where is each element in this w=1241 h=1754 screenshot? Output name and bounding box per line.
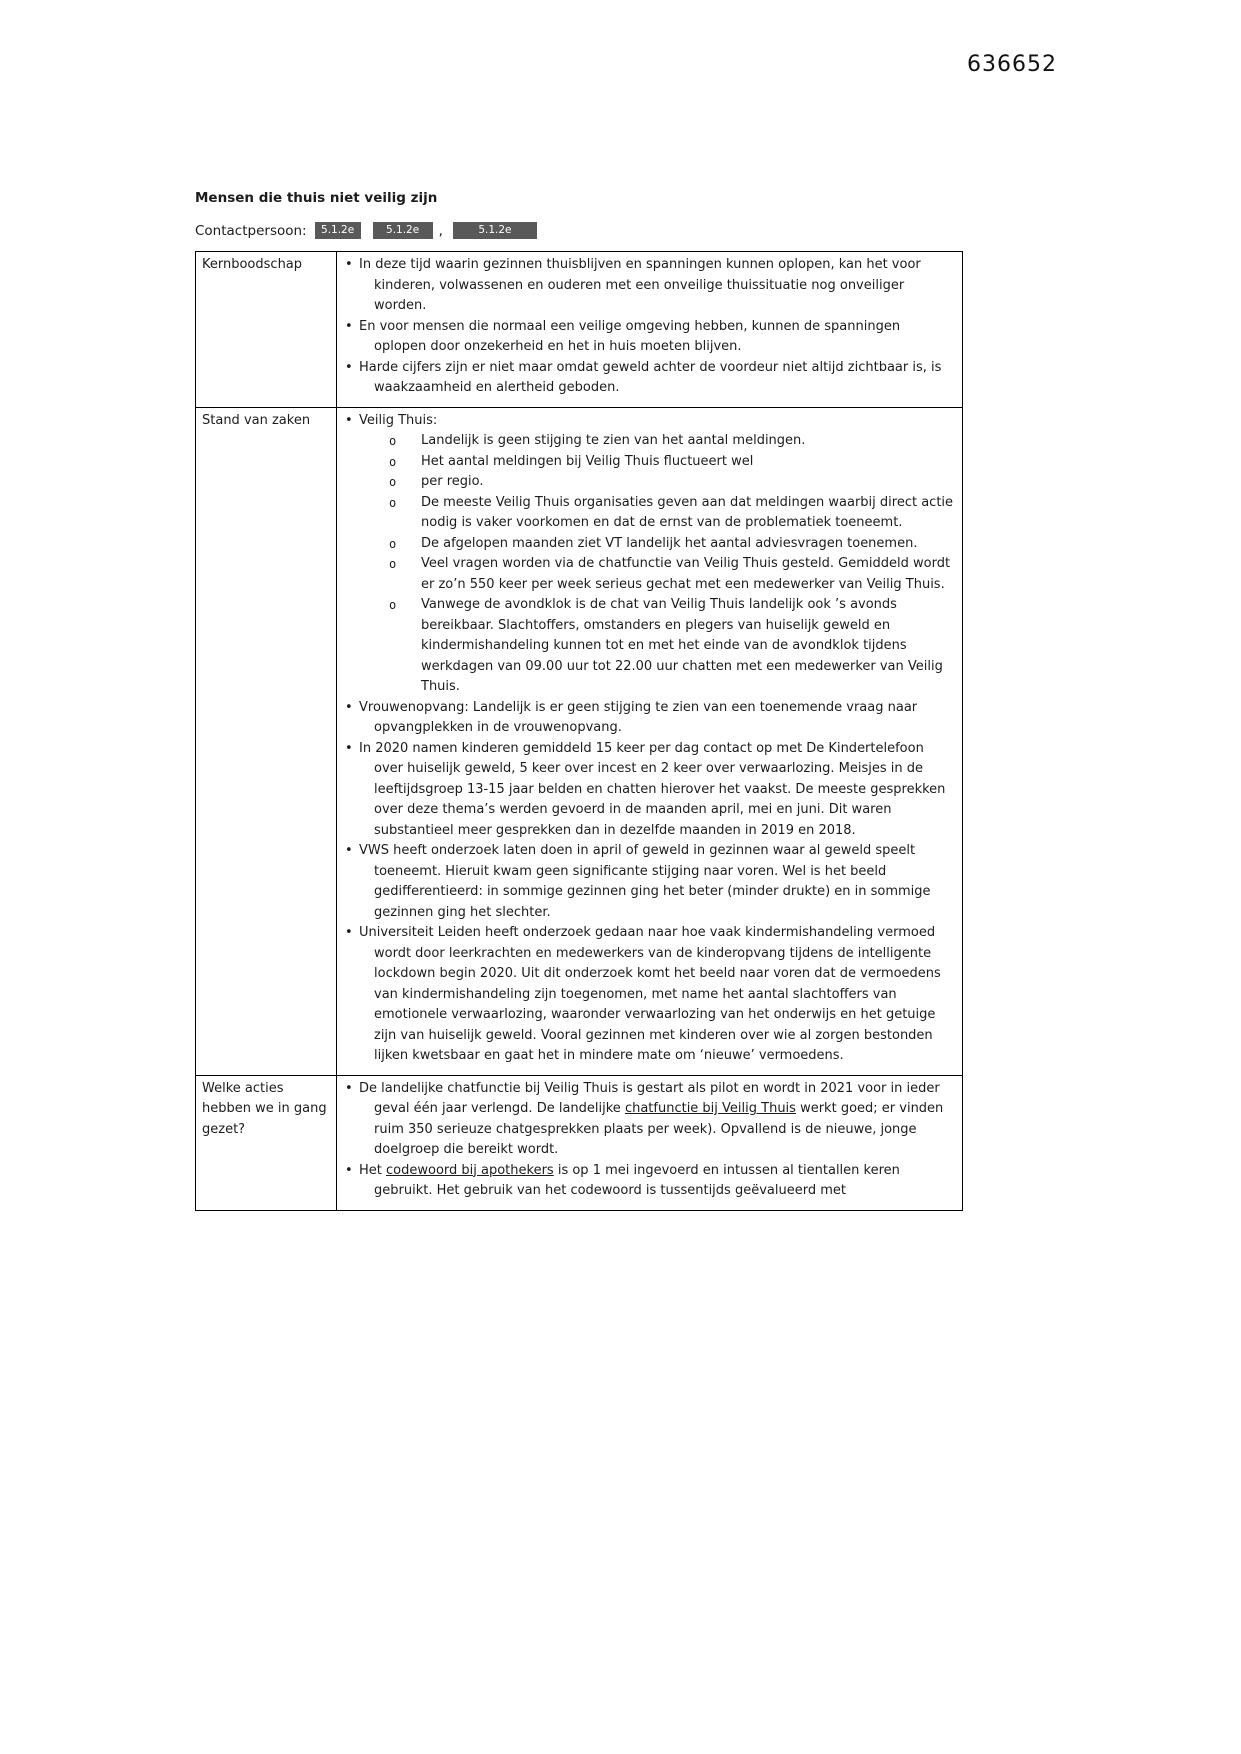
bullet-marker: •	[345, 359, 353, 375]
row-content-cell	[337, 1075, 963, 1210]
document-number: 636652	[967, 52, 1057, 77]
bullet-text	[421, 472, 954, 493]
bullet-text	[359, 358, 954, 399]
table-row-welke-acties	[196, 1075, 963, 1210]
sub-bullet-item	[385, 493, 954, 534]
bullet-text	[359, 923, 954, 1067]
bullet-marker: •	[345, 925, 353, 940]
redaction-box: 5.1.2e	[453, 222, 537, 239]
text-segment: En voor mensen die normaal een veilige omgeving hebben, kunnen de spanningen oplopen door onzekerheid en het in huis moeten blijven.	[359, 318, 901, 354]
contact-line	[195, 222, 963, 239]
bullet-text	[359, 739, 954, 842]
text-segment: Harde cijfers zijn er niet maar omdat geweld achter de voordeur niet altijd zichtbaar is, is waakzaamheid en alertheid geboden.	[359, 359, 942, 395]
bullet-marker: •	[345, 699, 353, 715]
bullet-marker: •	[345, 318, 353, 334]
bullet-marker: •	[345, 1080, 353, 1096]
text-segment: Vanwege de avondklok is de chat van Veilig Thuis landelijk ook ’s avonds bereikbaar. Slachtoffers, omstanders en plegers van huiselijk geweld en kindermishandeling kunnen tot en met het einde van de avondklok tijdens werkdagen van 09.00 uur tot 22.00 uur chatten met een medewerker van Veilig Thuis.	[421, 597, 943, 694]
bullet-text	[421, 431, 954, 452]
row-header-label: Stand van zaken	[196, 407, 337, 1075]
sub-bullet-item	[385, 472, 954, 493]
bullet-item	[343, 923, 954, 1067]
table-row-stand-van-zaken	[196, 407, 963, 1075]
text-segment: De landelijke chatfunctie bij Veilig Thuis is gestart als pilot en wordt in 2021 voor in ieder geval één jaar verlengd. De landelijke	[359, 1080, 940, 1116]
bullet-text	[421, 452, 954, 473]
redaction-separator: ,	[438, 222, 443, 239]
info-table	[195, 251, 963, 1211]
contact-label: Contactpersoon:	[195, 222, 307, 239]
bullet-item	[343, 1079, 954, 1161]
sub-bullet-item	[385, 431, 954, 452]
bullet-text	[359, 841, 954, 923]
bullet-item	[343, 255, 954, 317]
bullet-item	[343, 698, 954, 739]
circle-bullet-marker: o	[389, 454, 397, 469]
bullet-item	[343, 358, 954, 399]
text-segment: De meeste Veilig Thuis organisaties geven aan dat meldingen waarbij direct actie nodig is vaker voorkomen en dat de ernst van de problematiek toeneemt.	[421, 494, 954, 530]
bullet-marker: •	[345, 740, 353, 756]
bullet-text	[359, 698, 954, 739]
sub-bullet-item	[385, 595, 954, 698]
circle-bullet-marker: o	[389, 536, 397, 551]
text-segment: per regio.	[421, 474, 484, 489]
text-segment: In deze tijd waarin gezinnen thuisblijven en spanningen kunnen oplopen, kan het voor kinderen, volwassenen en ouderen met een onveilige thuissituatie nog onveiliger worden.	[359, 257, 921, 313]
text-segment: Het aantal meldingen bij Veilig Thuis fluctueert wel	[421, 453, 754, 469]
bullet-item	[343, 739, 954, 842]
redaction-box: 5.1.2e	[315, 222, 361, 239]
sub-bullet-item	[385, 554, 954, 595]
bullet-text	[359, 255, 954, 317]
table-row-kernboodschap	[196, 252, 963, 408]
text-segment: Veilig Thuis:	[359, 412, 438, 428]
bullet-marker: •	[345, 1162, 353, 1178]
redaction-box: 5.1.2e	[373, 222, 433, 239]
row-header-label: Kernboodschap	[196, 252, 337, 408]
bullet-text	[421, 534, 954, 555]
circle-bullet-marker: o	[389, 495, 397, 510]
document-content	[195, 190, 963, 1211]
bullet-marker: •	[345, 257, 353, 272]
page-title: Mensen die thuis niet veilig zijn	[195, 190, 438, 206]
row-content-cell	[337, 252, 963, 408]
bullet-marker: •	[345, 843, 353, 858]
bullet-text	[421, 493, 954, 534]
bullet-text	[359, 1079, 954, 1161]
bullet-text	[421, 554, 954, 595]
text-segment: Het	[359, 1162, 387, 1178]
bullet-text	[359, 317, 954, 358]
text-segment: De afgelopen maanden ziet VT landelijk het aantal adviesvragen toenemen.	[421, 535, 918, 551]
bullet-item	[343, 841, 954, 923]
bullet-item	[343, 1161, 954, 1202]
text-segment: Universiteit Leiden heeft onderzoek gedaan naar hoe vaak kindermishandeling vermoed wordt door leerkrachten en medewerkers van de kinderopvang tijdens de intelligente lockdown begin 2020. Uit dit onderzoek komt het beeld naar voren dat de vermoedens van kindermishandeling zijn toegenomen, met name het aantal slachtoffers van emotionele verwaarlozing, waaronder verwaarlozing van het onderwijs en het getuige zijn van huiselijk geweld. Vooral gezinnen met kinderen over wie al zorgen bestonden lijken kwetsbaar en gaat het in mindere mate om ‘nieuwe’ vermoedens.	[359, 925, 941, 1063]
text-segment: VWS heeft onderzoek laten doen in april of geweld in gezinnen waar al geweld speelt toeneemt. Hieruit kwam geen significante stijging naar voren. Wel is het beeld gedifferentieerd: in sommige gezinnen ging het beter (minder drukte) en in sommige gezinnen ging het slechter.	[359, 843, 931, 920]
row-content-cell	[337, 407, 963, 1075]
bullet-text	[359, 1161, 954, 1202]
text-segment: Veel vragen worden via de chatfunctie van Veilig Thuis gesteld. Gemiddeld wordt er zo’n 550 keer per week serieus gechat met een medewerker van Veilig Thuis.	[421, 556, 951, 592]
text-segment: is op 1 mei ingevoerd en intussen al tientallen keren gebruikt. Het gebruik van het codewoord is tussentijds geëvalueerd met	[374, 1162, 900, 1198]
sub-bullet-item	[385, 452, 954, 473]
sub-bullet-item	[385, 534, 954, 555]
bullet-text	[359, 411, 954, 432]
underlined-text: codewoord bij apothekers	[386, 1162, 554, 1178]
text-segment: Vrouwenopvang: Landelijk is er geen stijging te zien van een toenemende vraag naar opvangplekken in de vrouwenopvang.	[359, 699, 918, 735]
bullet-item	[343, 317, 954, 358]
bullet-marker: •	[345, 412, 353, 428]
text-segment: In 2020 namen kinderen gemiddeld 15 keer per dag contact op met De Kindertelefoon over huiselijk geweld, 5 keer over incest en 2 keer over verwaarlozing. Meisjes in de leeftijdsgroep 13-15 jaar belden en chatten hierover het vaakst. De meeste gesprekken over deze thema’s werden gevoerd in de maanden april, mei en juni. Dit waren substantieel meer gesprekken dan in dezelfde maanden in 2019 en 2018.	[359, 740, 946, 838]
text-segment: Landelijk is geen stijging te zien van het aantal meldingen.	[421, 433, 806, 448]
text-segment: werkt goed; er vinden ruim 350 serieuze chatgesprekken plaats per week). Opvallend is de nieuwe, jonge doelgroep die bereikt wordt.	[374, 1101, 944, 1157]
sub-bullet-list	[385, 431, 954, 698]
info-table-body	[196, 252, 963, 1211]
circle-bullet-marker: o	[389, 557, 397, 571]
circle-bullet-marker: o	[389, 475, 397, 489]
bullet-item	[343, 411, 954, 432]
row-header-label: Welke acties hebben we in gang gezet?	[196, 1075, 337, 1210]
bullet-text	[421, 595, 954, 698]
underlined-text: chatfunctie bij Veilig Thuis	[624, 1101, 796, 1116]
circle-bullet-marker: o	[389, 598, 397, 612]
circle-bullet-marker: o	[389, 434, 397, 448]
